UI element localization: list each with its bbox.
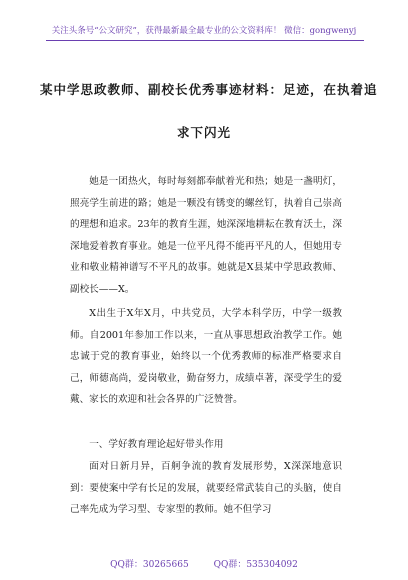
paragraph-intro: 她是一团热火，每时每刻都奉献着光和热；她是一盏明灯，照亮学生前进的路；她是一颗没有锈变的螺丝钉，执着自己崇高的理想和追求。23年的教育生涯，她深深地耕耘在教育沃土，深深地爱着教育事业。她是一位平凡得不能再平凡的人，但她用专业和敬业精神谱写不平凡的故事。她就是X县某中学思政教师、副校长——X。 (70, 176, 342, 295)
footer-contact (0, 557, 408, 570)
header-divider (46, 40, 364, 41)
footer-qq-group-2: QQ群：535304092 (213, 560, 298, 570)
paragraph-section-body: 面对日新月异，百舸争流的教育发展形势，X深深地意识到：要使案中学有长足的发展，就要经常武装自己的头脑，使自己率先成为学习型、专家型的教师。她不但学习 (70, 461, 342, 515)
document-title-line-1: 某中学思政教师、副校长优秀事迹材料：足迹，在执着追 (40, 82, 378, 97)
header-banner: 关注头条号“公文研究”，获得最新最全最专业的公文资料库！ 微信：gongwenyj (51, 26, 357, 36)
paragraph-biography: X出生于X年X月，中共党员，大学本科学历，中学一级教师。自2001年参加工作以来，一直从事思想政治教学工作。她忠诚于党的教育事业，始终以一个优秀教师的标准严格要求自己，师德高尚，爱岗敬业，勤奋努力，成绩卓著，深受学生的爱戴、家长的欢迎和社会各界的广泛赞誉。 (70, 308, 342, 405)
section-heading: 一、学好教育理论起好带头作用 (89, 439, 224, 450)
document-title-line-2: 求下闪光 (176, 125, 231, 140)
footer-qq-group-1: QQ群：30265665 (110, 560, 189, 570)
